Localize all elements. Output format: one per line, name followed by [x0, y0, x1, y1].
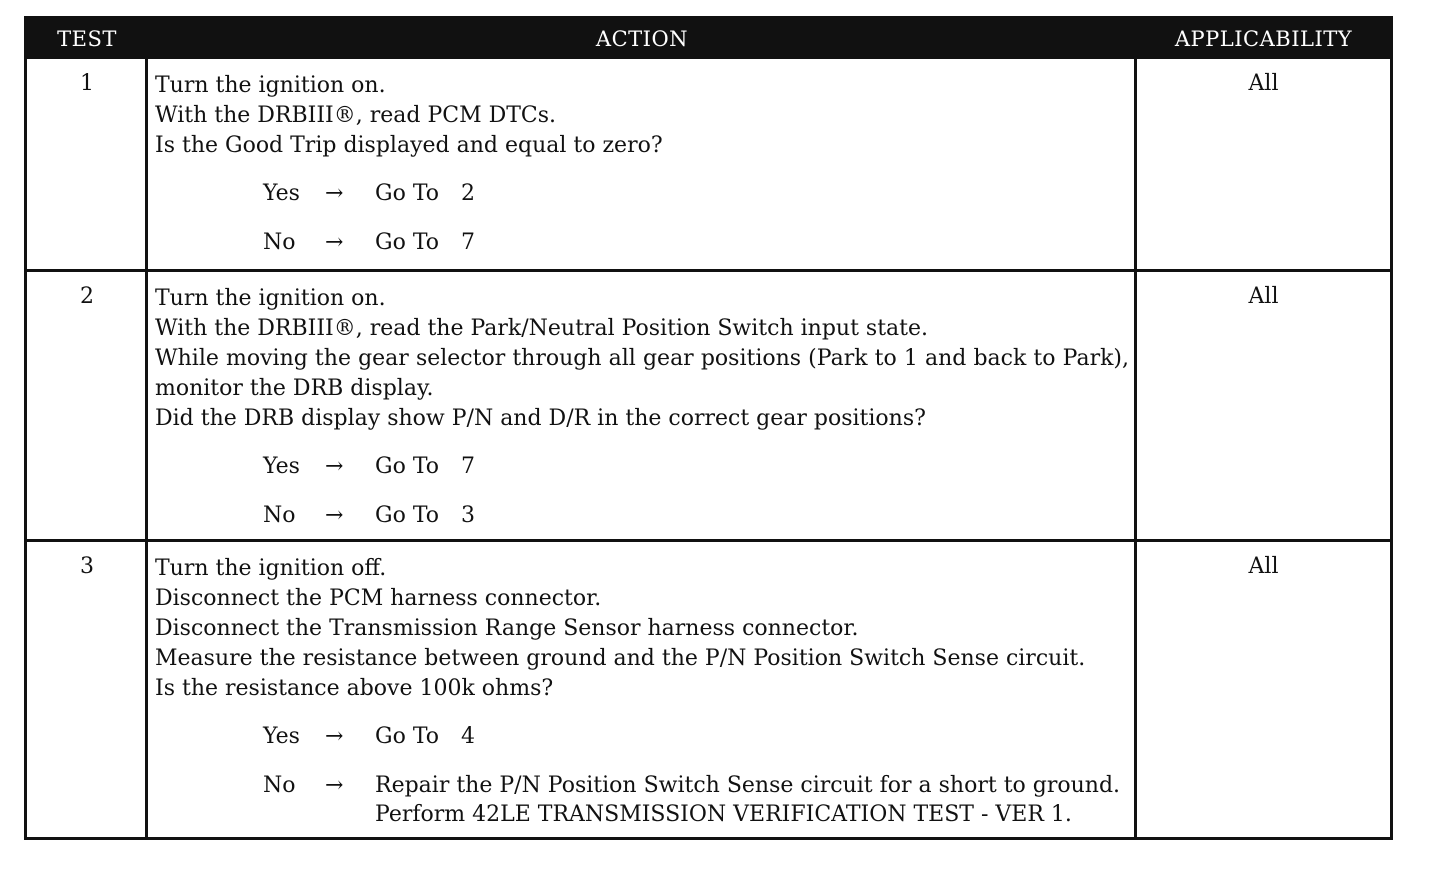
header-applicability: APPLICABILITY	[1174, 27, 1353, 51]
action-line: With the DRBIII®, read PCM DTCs.	[155, 103, 557, 128]
column-divider	[145, 59, 148, 837]
arrow-icon: →	[325, 454, 344, 479]
goto-text: Go To	[375, 503, 440, 528]
repair-line: Repair the P/N Position Switch Sense circuit for a short to ground.	[375, 773, 1121, 798]
arrow-icon: →	[325, 181, 344, 206]
answer-no	[263, 228, 1129, 258]
applicability-cell: All	[1248, 71, 1279, 96]
action-line: With the DRBIII®, read the Park/Neutral Position Switch input state.	[155, 316, 929, 341]
action-cell	[155, 284, 1129, 531]
answers	[263, 452, 1129, 531]
repair-instruction	[375, 771, 1120, 829]
action-line: Turn the ignition on.	[155, 73, 386, 98]
answer-no	[263, 501, 1129, 531]
goto-text: Go To	[375, 181, 440, 206]
action-line: Did the DRB display show P/N and D/R in the correct gear positions?	[155, 406, 926, 431]
test-number: 1	[80, 71, 94, 96]
answer-target	[375, 501, 475, 531]
answer-yes	[263, 179, 1129, 209]
action-line: Disconnect the Transmission Range Sensor harness connector.	[155, 616, 859, 641]
test-number: 2	[80, 284, 94, 309]
answer-label: No	[263, 503, 296, 528]
goto-text: Go To	[375, 454, 440, 479]
arrow-icon: →	[325, 773, 344, 798]
answer-yes	[263, 722, 1129, 752]
action-line: Turn the ignition on.	[155, 286, 386, 311]
answer-label: Yes	[263, 724, 300, 749]
action-line: Is the Good Trip displayed and equal to zero?	[155, 133, 663, 158]
goto-text: Go To	[375, 230, 440, 255]
answer-label: Yes	[263, 181, 300, 206]
action-line: Turn the ignition off.	[155, 556, 387, 581]
answer-target	[375, 722, 475, 752]
goto-step: 7	[461, 230, 476, 255]
action-cell	[155, 71, 1129, 258]
goto-text: Go To	[375, 724, 440, 749]
answer-label: Yes	[263, 454, 300, 479]
goto-step: 3	[461, 503, 476, 528]
action-line: Is the resistance above 100k ohms?	[155, 676, 554, 701]
header-test: TEST	[57, 27, 117, 51]
arrow-icon: →	[325, 503, 344, 528]
answers	[263, 722, 1129, 829]
answer-label: No	[263, 773, 296, 798]
answer-target	[375, 228, 475, 258]
action-cell	[155, 554, 1129, 829]
action-line: Disconnect the PCM harness connector.	[155, 586, 602, 611]
column-divider	[1134, 59, 1137, 837]
table-header	[27, 19, 1390, 59]
answers	[263, 179, 1129, 258]
answer-no	[263, 771, 1129, 829]
applicability-cell: All	[1248, 554, 1279, 579]
answer-target	[375, 179, 475, 209]
table-row	[27, 59, 1390, 269]
action-line: While moving the gear selector through all gear positions (Park to 1 and back to Park), monitor the DRB display.	[155, 346, 1129, 401]
header-action: ACTION	[595, 27, 689, 51]
table-row	[27, 539, 1390, 837]
answer-label: No	[263, 230, 296, 255]
table-row	[27, 269, 1390, 539]
answer-yes	[263, 452, 1129, 482]
arrow-icon: →	[325, 724, 344, 749]
goto-step: 4	[461, 724, 476, 749]
goto-step: 2	[461, 181, 476, 206]
test-number: 3	[80, 554, 94, 579]
verification-line: Perform 42LE TRANSMISSION VERIFICATION TEST - VER 1.	[375, 802, 1072, 827]
arrow-icon: →	[325, 230, 344, 255]
diagnostic-table	[24, 16, 1393, 840]
action-line: Measure the resistance between ground and the P/N Position Switch Sense circuit.	[155, 646, 1086, 671]
answer-target	[375, 452, 475, 482]
goto-step: 7	[461, 454, 476, 479]
applicability-cell: All	[1248, 284, 1279, 309]
